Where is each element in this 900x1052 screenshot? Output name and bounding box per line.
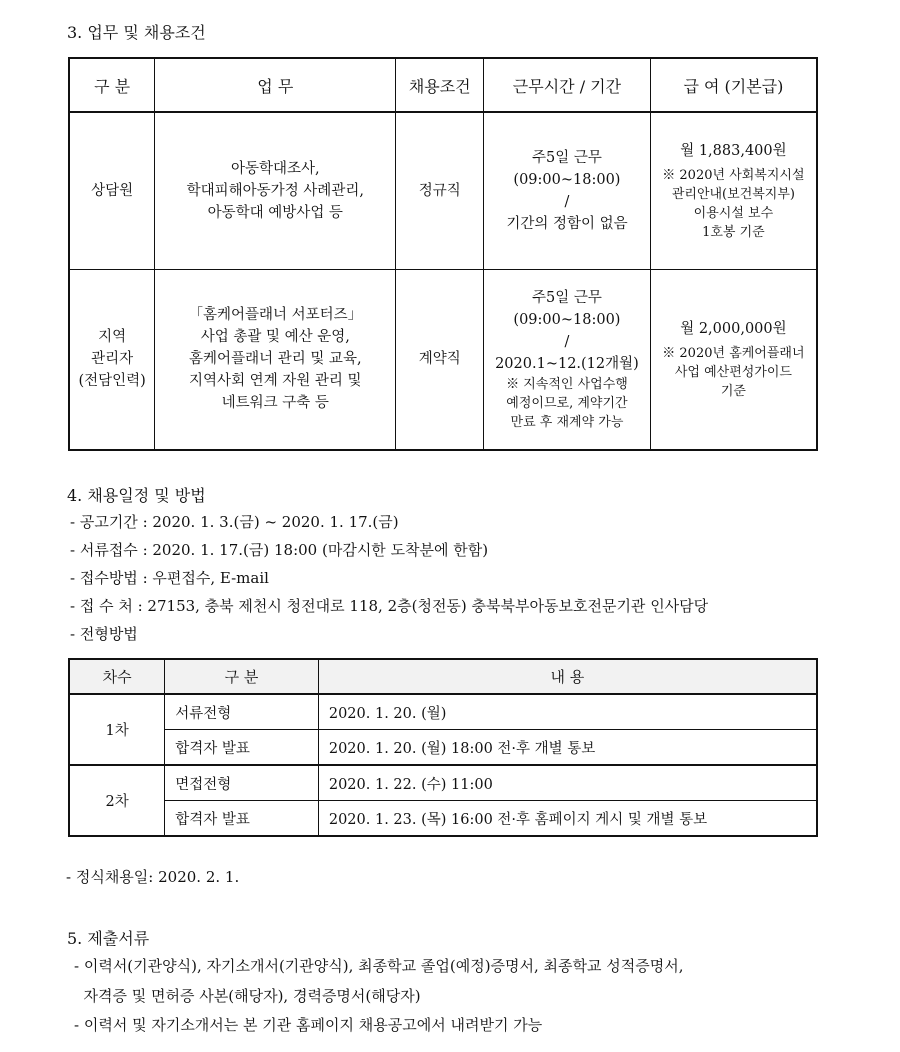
list-item: - 이력서 및 자기소개서는 본 기관 홈페이지 채용공고에서 내려받기 가능 [74,1016,543,1034]
category-cell: 지역 관리자 (전담인력) [69,269,155,450]
type-cell: 합격자 발표 [165,801,319,837]
table-row [69,765,817,801]
header-stage: 차수 [69,659,165,694]
content-cell: 2020. 1. 23. (목) 16:00 전·후 홈페이지 게시 및 개별 통보 [318,801,817,837]
list-item: - 공고기간 : 2020. 1. 3.(금) ~ 2020. 1. 17.(금) [70,513,399,531]
header-category: 구 분 [69,58,155,112]
condition-cell: 정규직 [396,112,484,269]
type-cell: 면접전형 [165,765,319,801]
hours-cell: 주5일 근무 (09:00~18:00) / 2020.1~12.(12개월) ※ 지속적인 사업수행 예정이므로, 계약기간 만료 후 재계약 가능 [484,269,651,450]
header-condition: 채용조건 [396,58,484,112]
section-4-title: 4. 채용일정 및 방법 [67,486,206,505]
list-item: - 접 수 처 : 27153, 충북 제천시 청전대로 118, 2층(청전동) 충북북부아동보호전문기관 인사담당 [70,597,709,615]
table-header-row [69,58,817,112]
final-hire-date: - 정식채용일: 2020. 2. 1. [66,868,240,886]
header-hours: 근무시간 / 기간 [484,58,651,112]
selection-process-table [68,658,818,837]
table-row [69,269,817,450]
type-cell: 합격자 발표 [165,730,319,766]
table-header-row [69,659,817,694]
employment-conditions-table [68,57,818,451]
duties-cell: 아동학대조사, 학대피해아동가정 사례관리, 아동학대 예방사업 등 [155,112,396,269]
list-item: - 전형방법 [70,625,138,643]
section-5-title: 5. 제출서류 [67,929,150,948]
content-cell: 2020. 1. 20. (월) 18:00 전·후 개별 통보 [318,730,817,766]
header-type: 구 분 [165,659,319,694]
list-item: - 접수방법 : 우편접수, E-mail [70,569,269,587]
table-row [69,694,817,730]
stage-cell: 2차 [69,765,165,836]
list-item: 자격증 및 면허증 사본(해당자), 경력증명서(해당자) [74,987,421,1005]
content-cell: 2020. 1. 22. (수) 11:00 [318,765,817,801]
table-row [69,112,817,269]
duties-cell: 「홈케어플래너 서포터즈」 사업 총괄 및 예산 운영, 홈케어플래너 관리 및 교육, 지역사회 연계 자원 관리 및 네트워크 구축 등 [155,269,396,450]
list-item: - 서류접수 : 2020. 1. 17.(금) 18:00 (마감시한 도착분에 한함) [70,541,489,559]
table-row [69,801,817,837]
content-cell: 2020. 1. 20. (월) [318,694,817,730]
salary-cell: 월 2,000,000원 ※ 2020년 홈케어플래너 사업 예산편성가이드 기준 [650,269,817,450]
stage-cell: 1차 [69,694,165,765]
header-duties: 업 무 [155,58,396,112]
salary-cell: 월 1,883,400원 ※ 2020년 사회복지시설 관리안내(보건복지부) 이용시설 보수 1호봉 기준 [650,112,817,269]
header-content: 내 용 [318,659,817,694]
table-row [69,730,817,766]
category-cell: 상담원 [69,112,155,269]
section-3-title: 3. 업무 및 채용조건 [67,23,206,42]
condition-cell: 계약직 [396,269,484,450]
hours-cell: 주5일 근무 (09:00~18:00) / 기간의 정함이 없음 [484,112,651,269]
type-cell: 서류전형 [165,694,319,730]
list-item: - 이력서(기관양식), 자기소개서(기관양식), 최종학교 졸업(예정)증명서, 최종학교 성적증명서, [74,957,684,975]
header-salary: 급 여 (기본급) [650,58,817,112]
